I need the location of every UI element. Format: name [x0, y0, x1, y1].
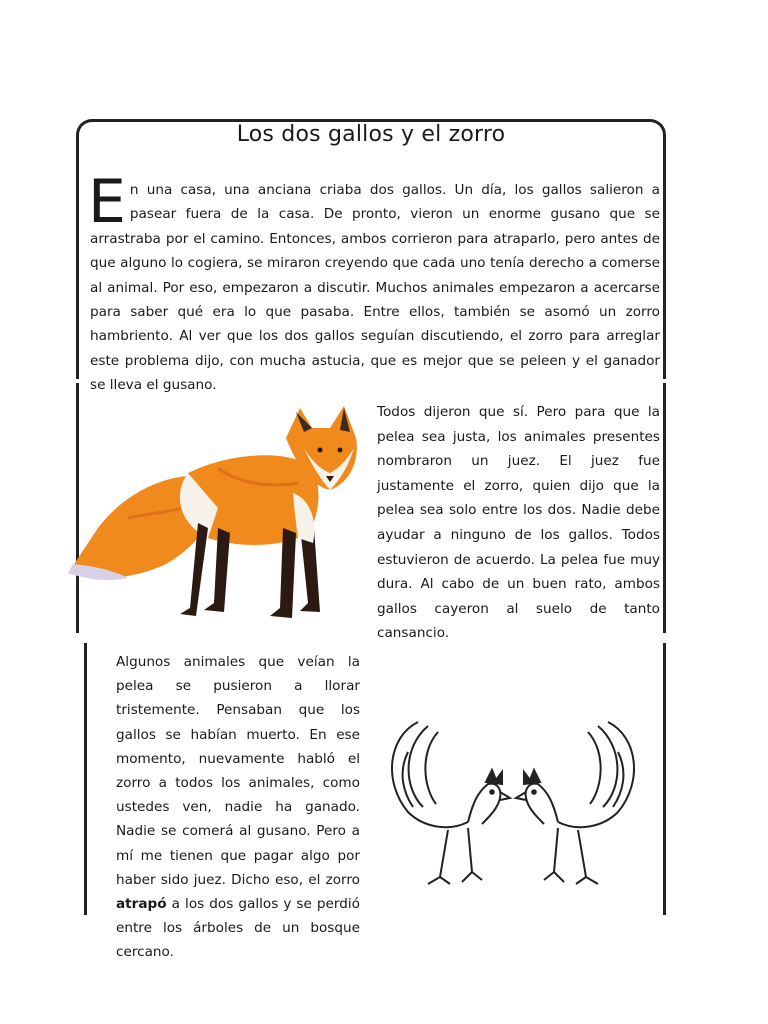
paragraph-3 [116, 650, 360, 965]
right-rooster-icon [516, 722, 634, 884]
two-roosters-illustration [378, 712, 648, 902]
story-title: Los dos gallos y el zorro [236, 122, 506, 147]
paragraph-1-text: n una casa, una anciana criaba dos gallos. Un día, los gallos salieron a pasear fuera de la casa. De pronto, vieron un enorme gusano que se arrastraba por el camino. Entonces, ambos corrieron para atraparlo, pero antes de que alguno lo cogiera, se miraron creyendo que cada uno tenía derecho a comerse al animal. Por eso, empezaron a discutir. Muchos animales empezaron a acercarse para saber qué era lo que pasaba. Entre ellos, también se asomó un zorro hambriento. Al ver que los dos gallos seguían discutiendo, el zorro para arreglar este problema dijo, con mucha astucia, que es mejor que se peleen y el ganador se lleva el gusano. [90, 182, 660, 394]
paragraph-2: Todos dijeron que sí. Pero para que la pelea sea justa, los animales presentes nombraron un juez. El juez fue justamente el zorro, quien dijo que la pelea sea solo entre los dos. Nadie debe ayudar a ninguno de los gallos. Todos estuvieron de acuerdo. La pelea fue muy dura. Al cabo de un buen rato, ambos gallos cayeron al suelo de tanto cansancio. [377, 404, 660, 642]
left-rooster-icon [392, 722, 510, 884]
frame-right-border-2 [663, 383, 666, 633]
drop-cap: E [88, 167, 126, 237]
paragraph-3-text-after: a los dos gallos y se perdió entre los árboles de un bosque cercano. [116, 896, 360, 961]
paragraph-1 [88, 167, 660, 398]
fox-illustration [68, 398, 368, 626]
frame-right-border-3 [663, 643, 666, 915]
frame-left-border-3 [84, 643, 87, 915]
paragraph-3-bold-word: atrapó [116, 896, 167, 913]
paragraph-3-text-before: Algunos animales que veían la pelea se pusieron a llorar tristemente. Pensaban que los gallos se habían muerto. En ese momento, nuevamente habló el zorro a todos los animales, como ustedes ven, nadie ha ganado. Nadie se comerá al gusano. Pero a mí me tienen que pagar algo por haber sido juez. Dicho eso, el zorro [116, 654, 360, 888]
